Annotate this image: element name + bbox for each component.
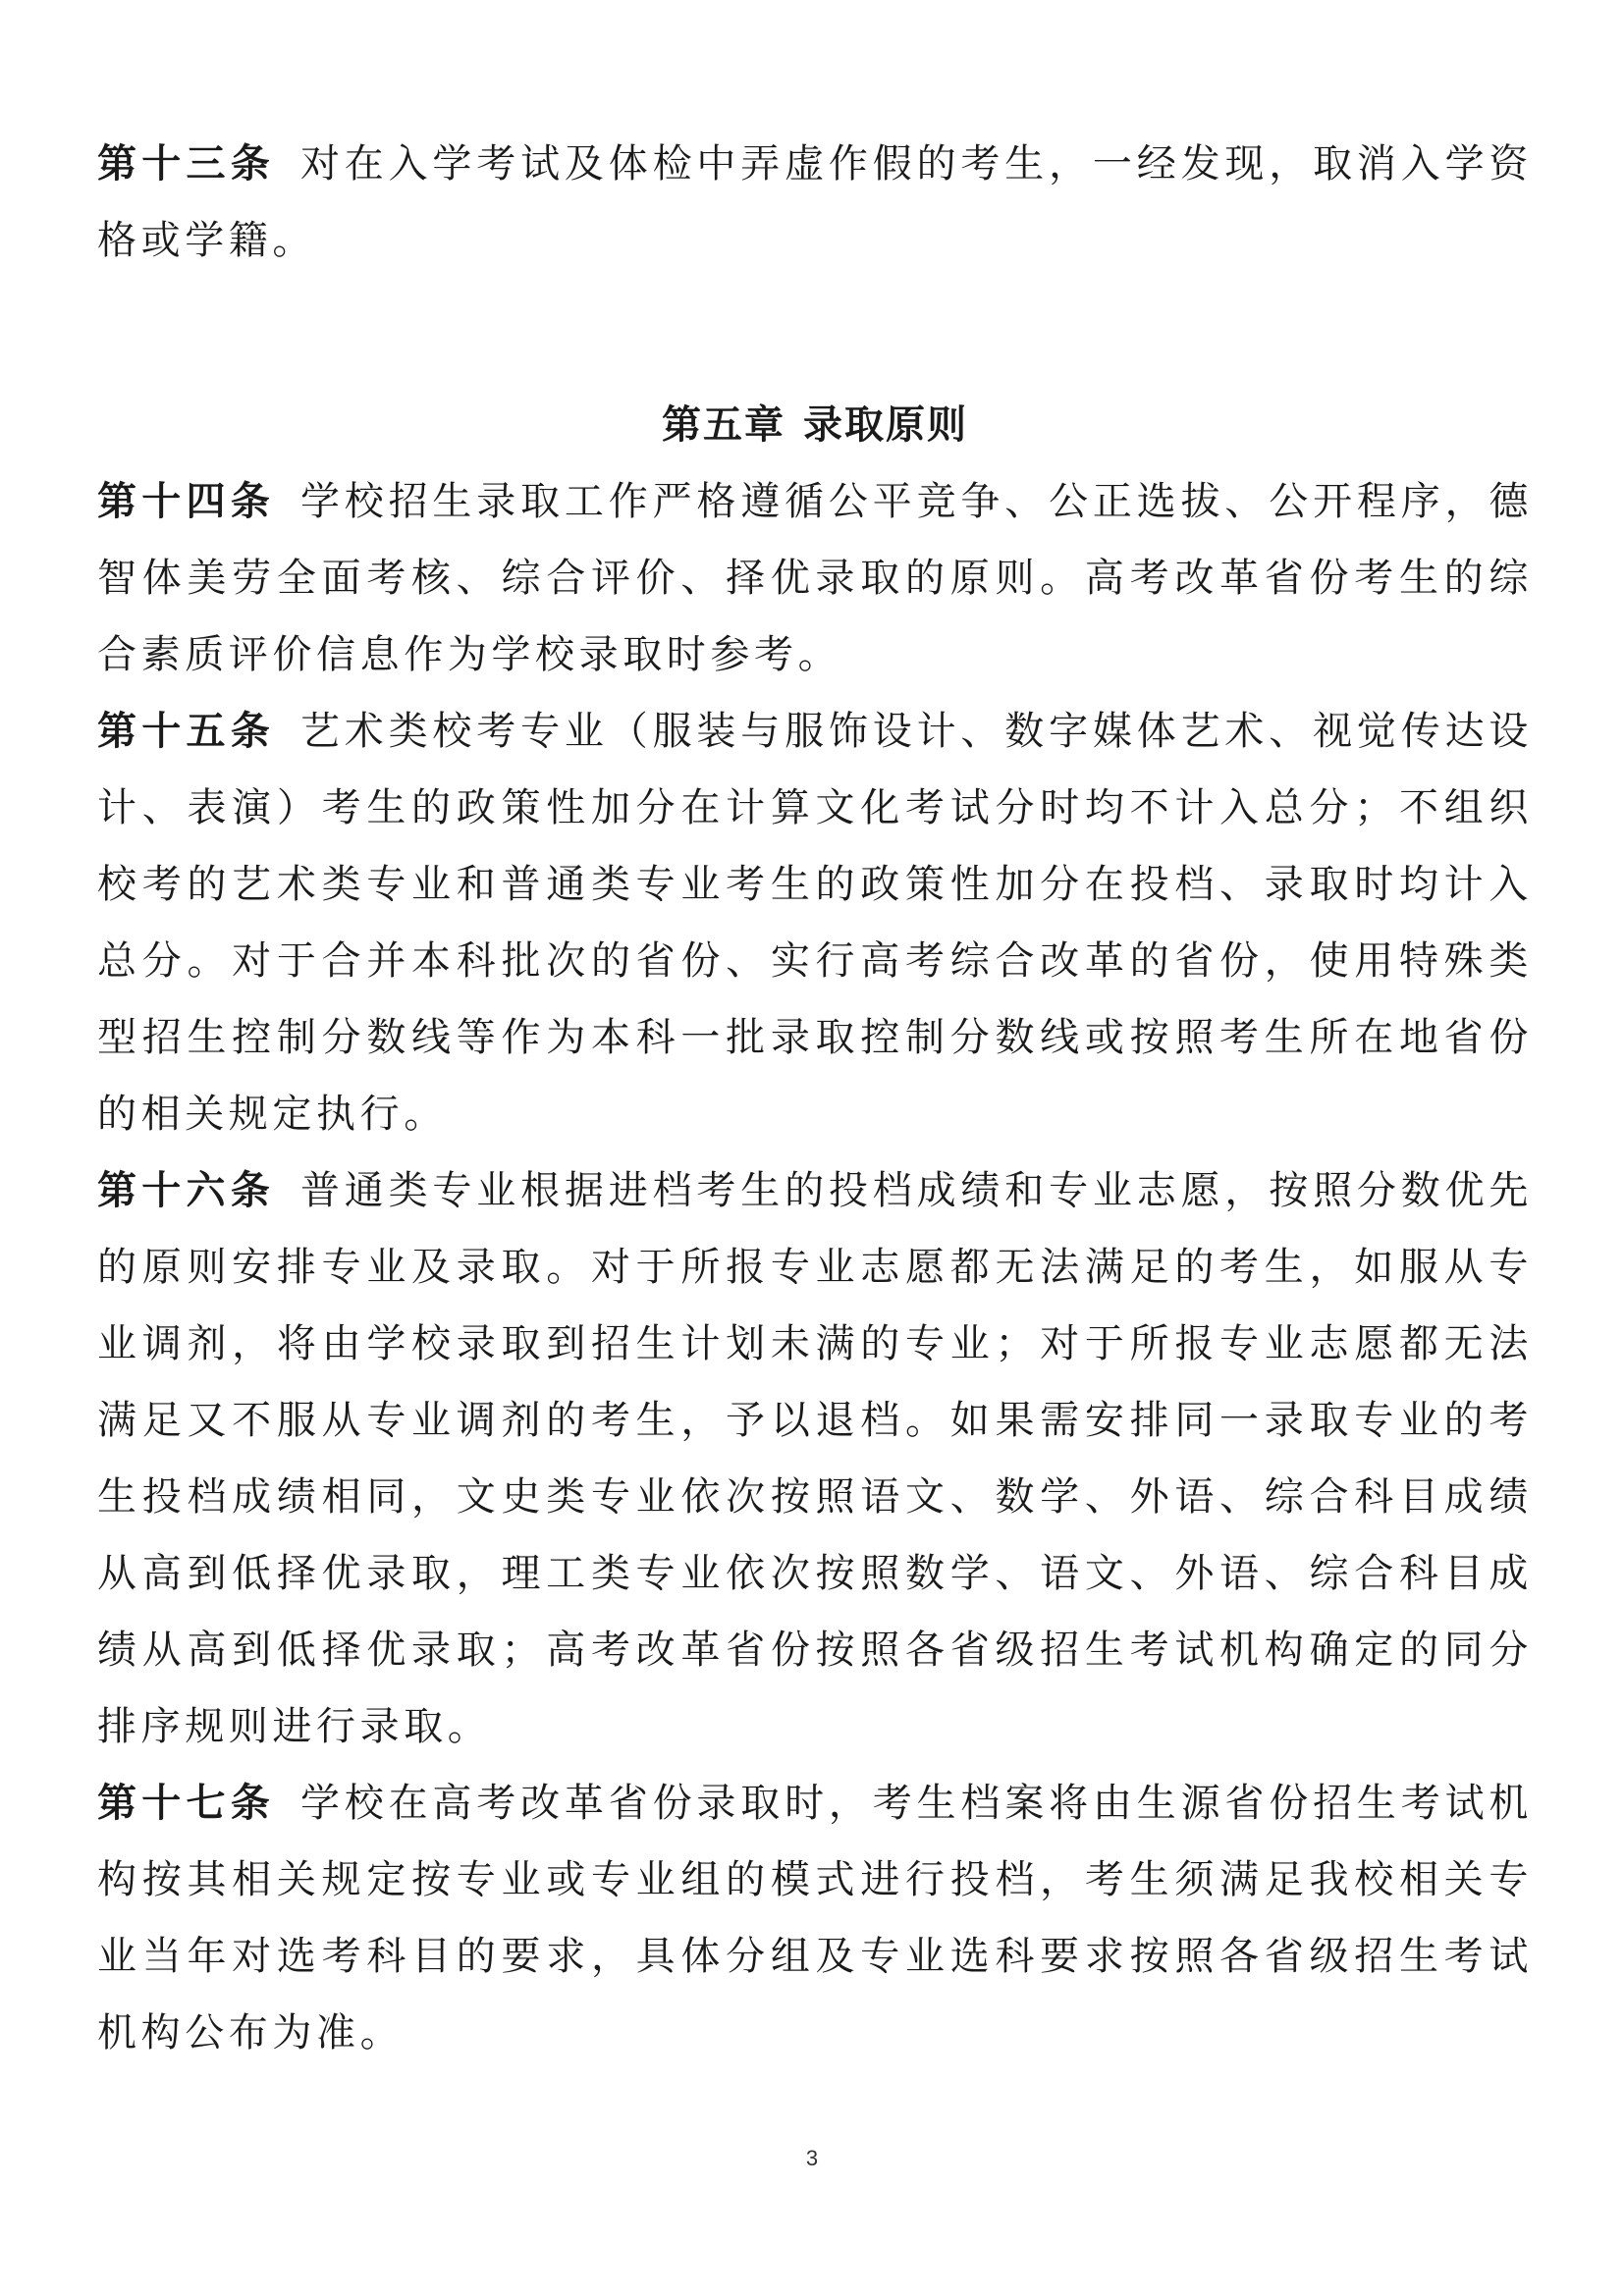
chapter-title: 录取原则 bbox=[803, 402, 968, 448]
article-16-label: 第十六条 bbox=[97, 1168, 275, 1213]
article-17 bbox=[97, 1765, 1533, 2071]
article-17-text: 学校在高考改革省份录取时，考生档案将由生源省份招生考试机构按其相关规定按专业或专业组的模式进行投档，考生须满足我校相关专业当年对选考科目的要求，具体分组及专业选科要求按照各省级招生考试机构公布为准。 bbox=[97, 1781, 1533, 2056]
article-14-label: 第十四条 bbox=[97, 479, 275, 524]
article-15-text: 艺术类校考专业（服装与服饰设计、数字媒体艺术、视觉传达设计、表演）考生的政策性加分在计算文化考试分时均不计入总分；不组织校考的艺术类专业和普通类专业考生的政策性加分在投档、录取时均计入总分。对于合并本科批次的省份、实行高考综合改革的省份，使用特殊类型招生控制分数线等作为本科一批录取控制分数线或按照考生所在地省份的相关规定执行。 bbox=[97, 709, 1533, 1137]
chapter-number: 第五章 bbox=[662, 402, 785, 448]
article-16 bbox=[97, 1152, 1533, 1765]
article-13 bbox=[97, 126, 1533, 279]
article-17-label: 第十七条 bbox=[97, 1781, 275, 1826]
article-16-text: 普通类专业根据进档考生的投档成绩和专业志愿，按照分数优先的原则安排专业及录取。对于所报专业志愿都无法满足的考生，如服从专业调剂，将由学校录取到招生计划未满的专业；对于所报专业志愿都无法满足又不服从专业调剂的考生，予以退档。如果需安排同一录取专业的考生投档成绩相同，文史类专业依次按照语文、数学、外语、综合科目成绩从高到低择优录取，理工类专业依次按照数学、语文、外语、综合科目成绩从高到低择优录取；高考改革省份按照各省级招生考试机构确定的同分排序规则进行录取。 bbox=[97, 1168, 1533, 1749]
article-14 bbox=[97, 463, 1533, 693]
article-14-text: 学校招生录取工作严格遵循公平竞争、公正选拔、公开程序，德智体美劳全面考核、综合评价、择优录取的原则。高考改革省份考生的综合素质评价信息作为学校录取时参考。 bbox=[97, 479, 1533, 677]
article-13-label: 第十三条 bbox=[97, 141, 275, 187]
document-body bbox=[97, 126, 1533, 2071]
chapter-heading bbox=[97, 387, 1533, 463]
article-15 bbox=[97, 693, 1533, 1152]
article-15-label: 第十五条 bbox=[97, 709, 275, 754]
article-13-text: 对在入学考试及体检中弄虚作假的考生，一经发现，取消入学资格或学籍。 bbox=[97, 141, 1533, 263]
page-number: 3 bbox=[805, 2146, 819, 2170]
